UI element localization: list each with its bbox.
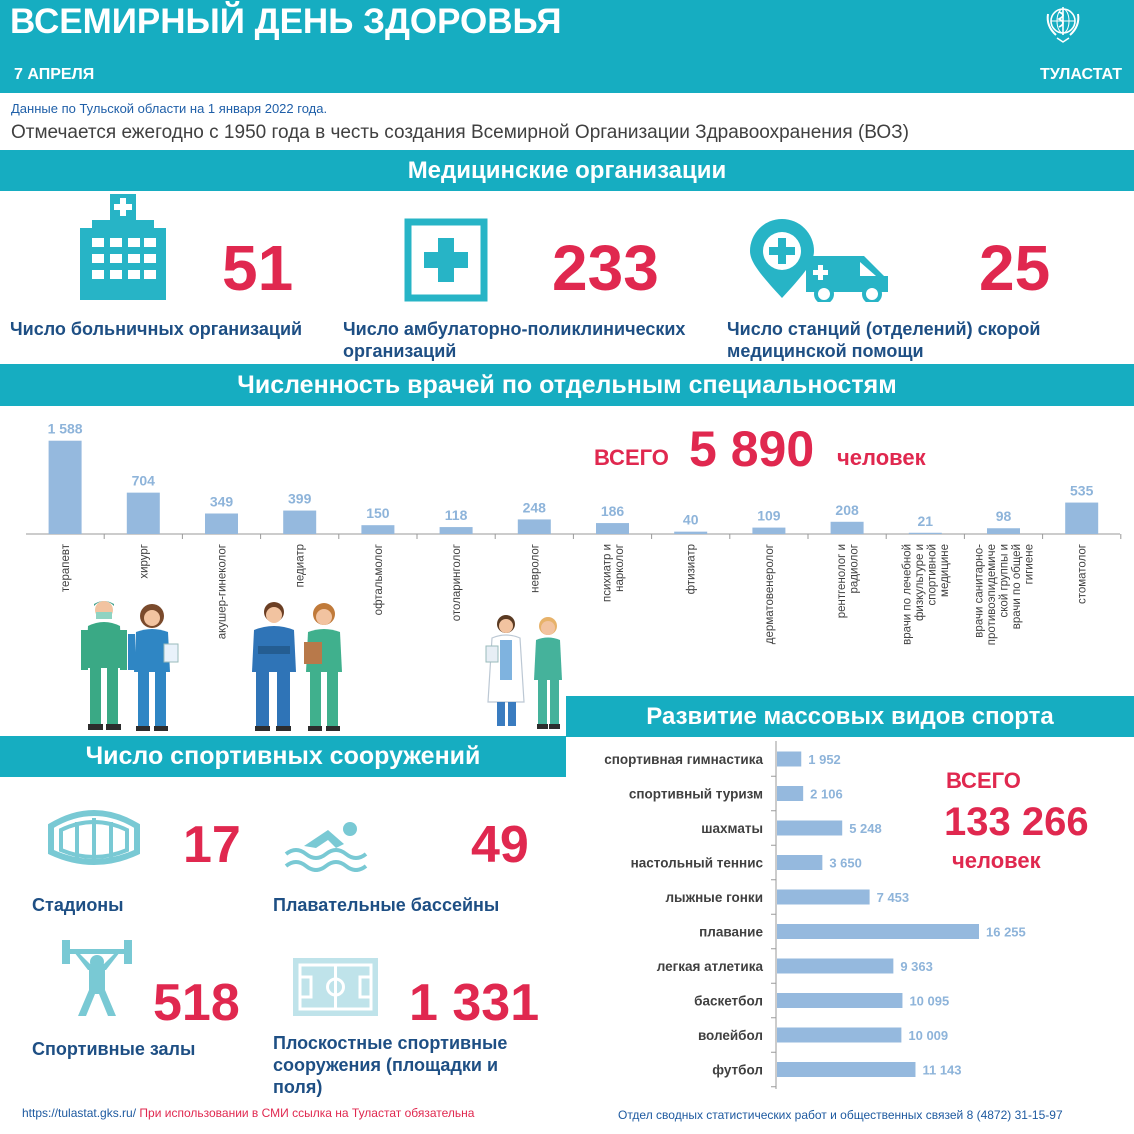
- who-emblem-icon: [1042, 2, 1084, 44]
- doctors-category-line: ской группы и: [998, 544, 1011, 618]
- sports-value-label: 10 095: [909, 993, 950, 1009]
- doctors-category-line: дерматовенеролог: [763, 544, 776, 645]
- doctors-category-label: [974, 544, 1036, 645]
- sports-field-icon: [293, 958, 378, 1016]
- weightlifter-icon: [62, 934, 132, 1018]
- stadium-icon: [47, 806, 141, 870]
- footer-url-link[interactable]: https://tulastat.gks.ru/: [22, 1106, 137, 1120]
- doctors-category-line: терапевт: [60, 544, 73, 593]
- sports-category-label: шахматы: [701, 821, 763, 836]
- doctors-value-label: 704: [131, 472, 155, 489]
- doctors-section-title: Численность врачей по отдельным специальностям: [0, 364, 1134, 406]
- stadiums-label: Стадионы: [32, 895, 124, 915]
- sports-value-label: 16 255: [986, 924, 1026, 940]
- doctors-category-label: [764, 544, 776, 644]
- sports-category-label: плавание: [699, 924, 763, 940]
- doctors-category-line: противоэпидемиче: [986, 544, 998, 646]
- sports-bar: [777, 786, 803, 801]
- sports-category-label: спортивный туризм: [628, 786, 763, 802]
- mass-sports-chart: [566, 737, 1134, 1097]
- doctors-bar: [1065, 503, 1098, 534]
- doctors-category-line: невролог: [529, 544, 542, 593]
- doctors-category-line: физкультуре и: [914, 544, 927, 622]
- doctors-category-label: [295, 544, 307, 587]
- sports-category-label: настольный теннис: [630, 855, 763, 871]
- gyms-label: Спортивные залы: [32, 1039, 196, 1059]
- doctors-category-line: врачи санитарно-: [973, 544, 986, 638]
- doctors-category-line: отоларинголог: [451, 544, 464, 622]
- footer-notice: При использовании в СМИ ссылка на Туластат обязательна: [139, 1106, 475, 1120]
- stadiums-count: 17: [183, 816, 241, 874]
- gyms-count: 518: [153, 974, 240, 1032]
- doctors-bar: [49, 441, 82, 534]
- sports-category-label: легкая атлетика: [656, 959, 763, 974]
- sports-value-label: 7 453: [876, 890, 910, 905]
- sports-bar: [777, 890, 870, 905]
- mass-sports-section-title: Развитие массовых видов спорта: [566, 696, 1134, 737]
- doctors-bar: [205, 513, 238, 534]
- doctors-category-label: [686, 544, 698, 594]
- doctors-total-suffix: человек: [837, 445, 926, 470]
- doctors-category-line: стоматолог: [1076, 544, 1089, 605]
- header-banner: [0, 0, 1134, 93]
- sports-bar: [777, 959, 893, 974]
- doctors-category-line: медицине: [939, 544, 952, 597]
- doctors-value-label: 98: [995, 508, 1012, 525]
- medical-section-title: Медицинские организации: [0, 150, 1134, 191]
- doctors-category-label: [217, 544, 229, 639]
- doctors-bar: [596, 523, 629, 534]
- hospitals-label: Число больничных организаций: [10, 319, 303, 339]
- doctors-category-line: спортивной: [926, 544, 939, 606]
- doctors-category-label: [902, 544, 952, 645]
- fields-label: Плоскостные спортивные сооружения (площадки и поля): [273, 1033, 508, 1097]
- doctors-category-label: [601, 544, 626, 602]
- outpatient-label: Число амбулаторно-поликлинических организаций: [343, 319, 686, 361]
- footer-contacts: Отдел сводных статистических работ и общественных связей 8 (4872) 31-15-97: [618, 1108, 1063, 1122]
- sports-bar: [777, 924, 979, 939]
- doctors-bar: [518, 519, 551, 534]
- doctors-value-label: 109: [757, 507, 781, 524]
- doctors-category-label: [529, 544, 541, 593]
- doctors-bar: [909, 533, 942, 534]
- page-title: ВСЕМИРНЫЙ ДЕНЬ ЗДОРОВЬЯ: [10, 2, 562, 41]
- doctors-category-line: врачи по общей: [1011, 544, 1023, 630]
- hospital-icon: [78, 194, 168, 300]
- data-date-note: Данные по Тульской области на 1 января 2022 года.: [11, 101, 328, 116]
- pools-label: Плавательные бассейны: [273, 895, 500, 915]
- doctors-category-label: [1077, 544, 1089, 604]
- event-date: 7 АПРЕЛЯ: [14, 66, 95, 83]
- doctors-bar: [752, 528, 785, 534]
- doctors-bar: [831, 522, 864, 534]
- sports-category-label: баскетбол: [694, 993, 763, 1009]
- ambulance-icon: [748, 218, 893, 302]
- doctors-value-label: 349: [209, 493, 234, 510]
- pools-count: 49: [471, 816, 529, 874]
- doctors-value-label: 118: [444, 507, 468, 524]
- doctors-category-line: гигиене: [1023, 544, 1036, 585]
- ambulance-count: 25: [979, 232, 1051, 304]
- hospitals-count: 51: [222, 232, 294, 304]
- sports-value-label: 11 143: [922, 1062, 962, 1078]
- doctors-bar: [674, 532, 707, 534]
- doctors-category-line: рентгенолог и: [835, 544, 848, 619]
- doctors-category-line: врачи по лечебной: [901, 544, 914, 645]
- doctors-category-label: [138, 544, 150, 579]
- doctors-value-label: 40: [682, 511, 699, 528]
- sports-category-label: футбол: [712, 1062, 763, 1078]
- doctors-category-label: [373, 544, 385, 615]
- sports-category-label: лыжные гонки: [665, 890, 763, 905]
- sports-bar: [777, 821, 842, 836]
- sports-total-prefix: ВСЕГО: [946, 768, 1021, 793]
- doctors-value-label: 186: [600, 503, 625, 520]
- surgeon-figure-icon: [80, 598, 180, 732]
- sports-bar: [777, 1028, 901, 1043]
- sports-value-label: 3 650: [829, 855, 862, 871]
- doctors-category-label: [60, 543, 72, 592]
- swimmer-icon: [284, 820, 376, 872]
- doctors-bar: [283, 511, 316, 534]
- doctors-pair-icon: [244, 600, 350, 732]
- doctors-category-line: фтизиатр: [685, 544, 698, 595]
- fields-count: 1 331: [409, 974, 540, 1032]
- sports-value-label: 2 106: [810, 786, 843, 802]
- doctors-value-label: 399: [288, 490, 312, 507]
- doctors-value-label: 535: [1070, 482, 1094, 499]
- doctors-category-line: педиатр: [294, 544, 307, 588]
- sports-total-suffix: человек: [952, 848, 1041, 873]
- sports-facilities-section-title: Число спортивных сооружений: [0, 736, 566, 777]
- doctors-value-label: 150: [366, 505, 390, 522]
- doctors-total-value: 5 890: [689, 421, 815, 477]
- doctors-category-line: радиолог: [848, 544, 861, 594]
- sports-category-label: спортивная гимнастика: [604, 752, 763, 767]
- sports-total-value: 133 266: [944, 800, 1089, 844]
- footer-source: [22, 1106, 474, 1120]
- doctors-category-label: [836, 544, 861, 618]
- sports-category-label: волейбол: [697, 1028, 763, 1043]
- doctors-value-label: 248: [522, 499, 546, 516]
- brand-name: ТУЛАСТАТ: [1040, 66, 1122, 83]
- description-text: Отмечается ежегодно с 1950 года в честь создания Всемирной Организации Здравоохранения (ВОЗ): [11, 122, 909, 143]
- doctors-category-line: психиатр и: [601, 544, 614, 602]
- sports-bar: [777, 1062, 915, 1077]
- doctors-category-line: офтальмолог: [372, 544, 385, 616]
- medical-cross-icon: [404, 218, 488, 302]
- sports-value-label: 10 009: [908, 1028, 949, 1043]
- doctors-category-label: [451, 544, 463, 621]
- doctors-bar: [127, 493, 160, 534]
- sports-bar: [777, 855, 822, 870]
- doctors-value-label: 208: [835, 501, 859, 518]
- doctors-total-prefix: ВСЕГО: [594, 445, 669, 470]
- doctors-value-label: 21: [917, 512, 934, 529]
- doctors-bar: [440, 527, 473, 534]
- doctors-bar: [987, 528, 1020, 534]
- doctors-category-line: акушер-гинеколог: [216, 544, 229, 640]
- ambulance-label: Число станций (отделений) скорой медицинской помощи: [727, 319, 1041, 361]
- sports-value-label: 5 248: [849, 821, 882, 836]
- sports-bar: [777, 752, 801, 767]
- doctors-category-line: хирург: [138, 544, 151, 579]
- sports-value-label: 9 363: [900, 959, 933, 974]
- doctors-value-label: 1 588: [47, 420, 83, 437]
- sports-bar: [777, 993, 902, 1008]
- sports-value-label: 1 952: [808, 752, 841, 767]
- nurse-doctor-icon: [484, 612, 570, 730]
- outpatient-count: 233: [552, 232, 659, 304]
- doctors-bar: [361, 525, 394, 534]
- doctors-category-line: нарколог: [613, 544, 626, 592]
